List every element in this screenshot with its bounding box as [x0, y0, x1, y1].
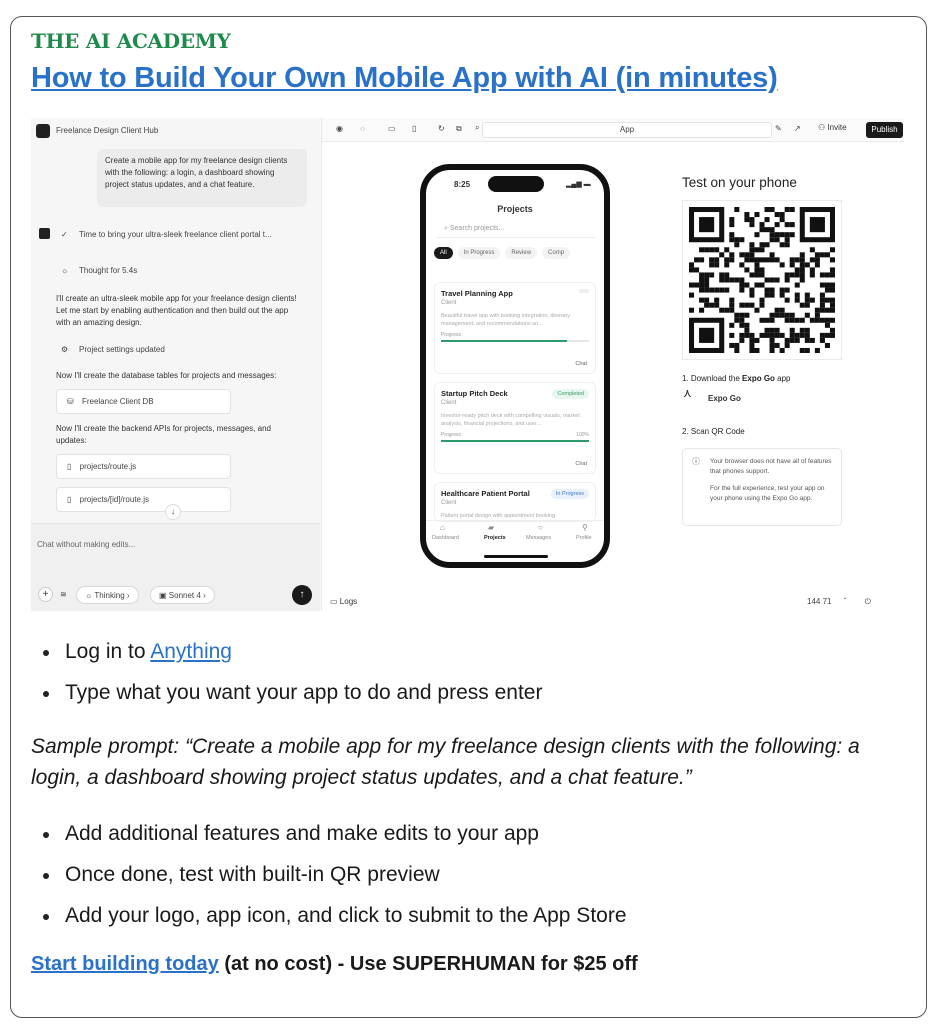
assistant-intro: I'll create an ultra-sleek mobile app for your freelance design clients! Let me start by enabling authentication and then build out the app with an amazing design.	[56, 294, 297, 327]
database-chip[interactable]	[56, 389, 231, 414]
expo-icon: ⋏	[683, 386, 692, 400]
model-icon: ▣	[159, 591, 167, 600]
tab-all[interactable]: All	[434, 247, 453, 259]
progress-bar	[441, 440, 589, 442]
info-text-1: Your browser does not have all of features that phones support.	[710, 458, 832, 475]
list-item: Once done, test with built-in QR preview	[31, 863, 627, 904]
phone-search-placeholder: Search projects...	[449, 225, 505, 232]
anything-link[interactable]: Anything	[150, 640, 232, 663]
assistant-status-line: Time to bring your ultra-sleek freelance client portal t...	[79, 230, 272, 239]
nav-profile[interactable]: Profile	[576, 535, 592, 541]
progress-percent: 100%	[576, 432, 589, 438]
chat-input[interactable]: Chat without making edits...	[37, 540, 136, 549]
phone-title: Projects	[497, 204, 533, 214]
tab-completed[interactable]: Comp	[542, 247, 570, 259]
sample-prompt: Sample prompt: “Create a mobile app for my freelance design clients with the following: a login, a dashboard showing project status updates, and a chat feature.”	[31, 735, 860, 789]
caret-icon[interactable]: ˆ	[843, 597, 847, 606]
project-status-badge	[579, 289, 589, 293]
file-chip-2[interactable]	[56, 487, 231, 512]
phone-bottom-nav	[426, 520, 604, 544]
progress-fill	[441, 340, 567, 342]
scroll-down-icon[interactable]: ↓	[165, 504, 181, 520]
bulb-icon: ☼	[85, 591, 93, 600]
progress-label: Progress	[441, 332, 462, 338]
dynamic-island	[488, 176, 544, 192]
phone-filter-tabs	[434, 247, 575, 259]
profile-icon: ⚲	[582, 523, 588, 532]
headline-link[interactable]: How to Build Your Own Mobile App with AI (in minutes)	[31, 62, 778, 94]
phone-search-input[interactable]	[436, 222, 596, 238]
thinking-toggle[interactable]	[76, 586, 139, 604]
options-icon[interactable]: ≋	[60, 590, 67, 599]
project-client: Client	[441, 300, 457, 306]
info-text-2: For the full experience, test your app on your phone using the Expo Go app.	[710, 485, 825, 502]
publish-button[interactable]: Publish	[866, 122, 903, 138]
preview-url[interactable]: App	[482, 122, 772, 138]
step1-suffix: app	[774, 374, 791, 383]
file-icon: ▯	[67, 462, 72, 471]
steps-list-bottom	[31, 822, 627, 945]
settings-icon: ⚙	[61, 345, 69, 354]
nav-messages[interactable]: Messages	[526, 535, 552, 541]
test-on-phone-title: Test on your phone	[682, 175, 797, 190]
edit-icon[interactable]: ✎	[775, 124, 782, 133]
signal-battery-icon: ▂▄▆ ▬	[566, 181, 591, 188]
folder-icon: ▰	[488, 523, 495, 532]
step-download	[682, 374, 791, 383]
database-name: Freelance Client DB	[81, 397, 154, 406]
eye-icon[interactable]: ◉	[336, 124, 343, 133]
code-icon[interactable]: ‹›	[360, 124, 366, 133]
user-prompt-bubble: Create a mobile app for my freelance design clients with the following: a login, a dashboard showing project status updates, and a chat feature.	[97, 149, 307, 207]
brand-name: THE AI ACADEMY	[31, 29, 231, 53]
preview-toolbar	[322, 118, 904, 142]
project-title: Startup Pitch Deck	[441, 389, 508, 398]
logs-label: Logs	[339, 597, 358, 606]
logs-button[interactable]	[330, 597, 357, 606]
project-status-badge: In Progress	[551, 489, 589, 499]
lightbulb-icon: ☼	[61, 266, 69, 275]
call-to-action	[31, 953, 638, 976]
project-card[interactable]	[434, 282, 596, 374]
send-button[interactable]: ↑	[292, 585, 312, 605]
db-note: Now I'll create the database tables for projects and messages:	[56, 371, 277, 380]
project-name[interactable]: Freelance Design Client Hub	[56, 126, 159, 135]
copy-icon[interactable]: ⧉	[456, 124, 462, 133]
nav-projects[interactable]: Projects	[484, 535, 506, 541]
qr-code	[682, 200, 842, 360]
nav-dashboard[interactable]: Dashboard	[432, 535, 459, 541]
steps-list-top	[31, 640, 542, 722]
file-icon: ▯	[67, 495, 72, 504]
tab-in-progress[interactable]: In Progress	[458, 247, 501, 259]
progress-row	[441, 432, 589, 438]
login-prefix: Log in to	[65, 640, 151, 663]
project-status-badge: Completed	[552, 389, 589, 399]
list-item: Add additional features and make edits to your app	[31, 822, 627, 863]
stats-values: 144 71	[807, 597, 832, 606]
project-description: Investor-ready pitch deck with compelling visuals, market analysis, financial projections, and user...	[441, 413, 580, 427]
chevron-right-icon: ›	[126, 591, 130, 600]
cta-text: (at no cost) - Use SUPERHUMAN for $25 off	[218, 953, 638, 975]
home-icon: ⌂	[440, 523, 445, 532]
chat-button[interactable]: Chat	[575, 461, 587, 467]
external-link-icon[interactable]: ↗	[794, 124, 801, 133]
refresh-icon[interactable]: ↻	[438, 124, 445, 133]
info-icon: ⓘ	[692, 457, 700, 466]
step1-app: Expo Go	[742, 374, 775, 383]
model-selector[interactable]	[150, 586, 215, 604]
search-icon[interactable]: ⌕	[475, 123, 480, 132]
checkmark-icon: ✓	[61, 230, 68, 239]
file-name-1: projects/route.js	[79, 462, 137, 471]
phone-preview[interactable]	[420, 164, 610, 568]
phone-time: 8:25	[454, 180, 471, 189]
users-icon: ⚇	[818, 123, 826, 132]
assistant-avatar-icon	[39, 228, 50, 239]
project-description: Patient portal design with appointment booking	[441, 513, 556, 519]
tab-review[interactable]: Review	[505, 247, 537, 259]
model-label: Sonnet 4	[168, 591, 201, 600]
thought-duration[interactable]: Thought for 5.4s	[79, 266, 138, 275]
thinking-label: Thinking	[94, 591, 125, 600]
power-icon[interactable]: ⏻	[864, 597, 871, 606]
preview-panel	[321, 118, 904, 611]
expo-go-label[interactable]: Expo Go	[708, 394, 741, 403]
progress-fill	[441, 440, 589, 442]
stats-readout	[807, 597, 871, 607]
project-card[interactable]	[434, 382, 596, 474]
file-name-2: projects/[id]/route.js	[79, 495, 150, 504]
terminal-icon: ▭	[330, 597, 338, 606]
project-description: Beautiful travel app with booking integration, itinerary management, and recommendations an...	[441, 313, 571, 327]
app-logo-icon	[36, 124, 50, 138]
settings-updated: Project settings updated	[79, 345, 165, 354]
add-icon[interactable]: +	[38, 587, 53, 602]
chat-panel	[31, 118, 320, 611]
project-client: Client	[441, 500, 457, 506]
browser-info-box	[682, 448, 842, 526]
start-building-link[interactable]: Start building today	[31, 953, 219, 975]
invite-button[interactable]	[818, 123, 847, 132]
project-card[interactable]	[434, 482, 596, 522]
step-scan: 2. Scan QR Code	[682, 427, 745, 436]
project-title: Healthcare Patient Portal	[441, 489, 530, 498]
search-icon: ⌕	[444, 225, 448, 232]
mobile-icon[interactable]: ▯	[412, 124, 417, 133]
list-item: Add your logo, app icon, and click to submit to the App Store	[31, 904, 627, 945]
file-chip-1[interactable]	[56, 454, 231, 479]
api-note: Now I'll create the backend APIs for projects, messages, and updates:	[56, 424, 271, 445]
chat-button[interactable]: Chat	[575, 361, 587, 367]
message-icon: ○	[538, 523, 543, 532]
home-indicator	[484, 555, 548, 558]
progress-label: Progress	[441, 432, 462, 438]
app-builder-screenshot	[31, 118, 904, 611]
project-title: Travel Planning App	[441, 289, 513, 298]
qr-code-icon	[689, 207, 835, 353]
desktop-icon[interactable]: ▭	[388, 124, 396, 133]
step1-prefix: 1. Download the	[682, 374, 743, 383]
chevron-right-icon: ›	[203, 591, 206, 600]
database-icon: ⛁	[67, 397, 74, 406]
project-client: Client	[441, 400, 457, 406]
progress-bar	[441, 340, 589, 342]
list-item	[31, 640, 542, 681]
invite-label: Invite	[827, 123, 847, 132]
list-item: Type what you want your app to do and press enter	[31, 681, 542, 722]
